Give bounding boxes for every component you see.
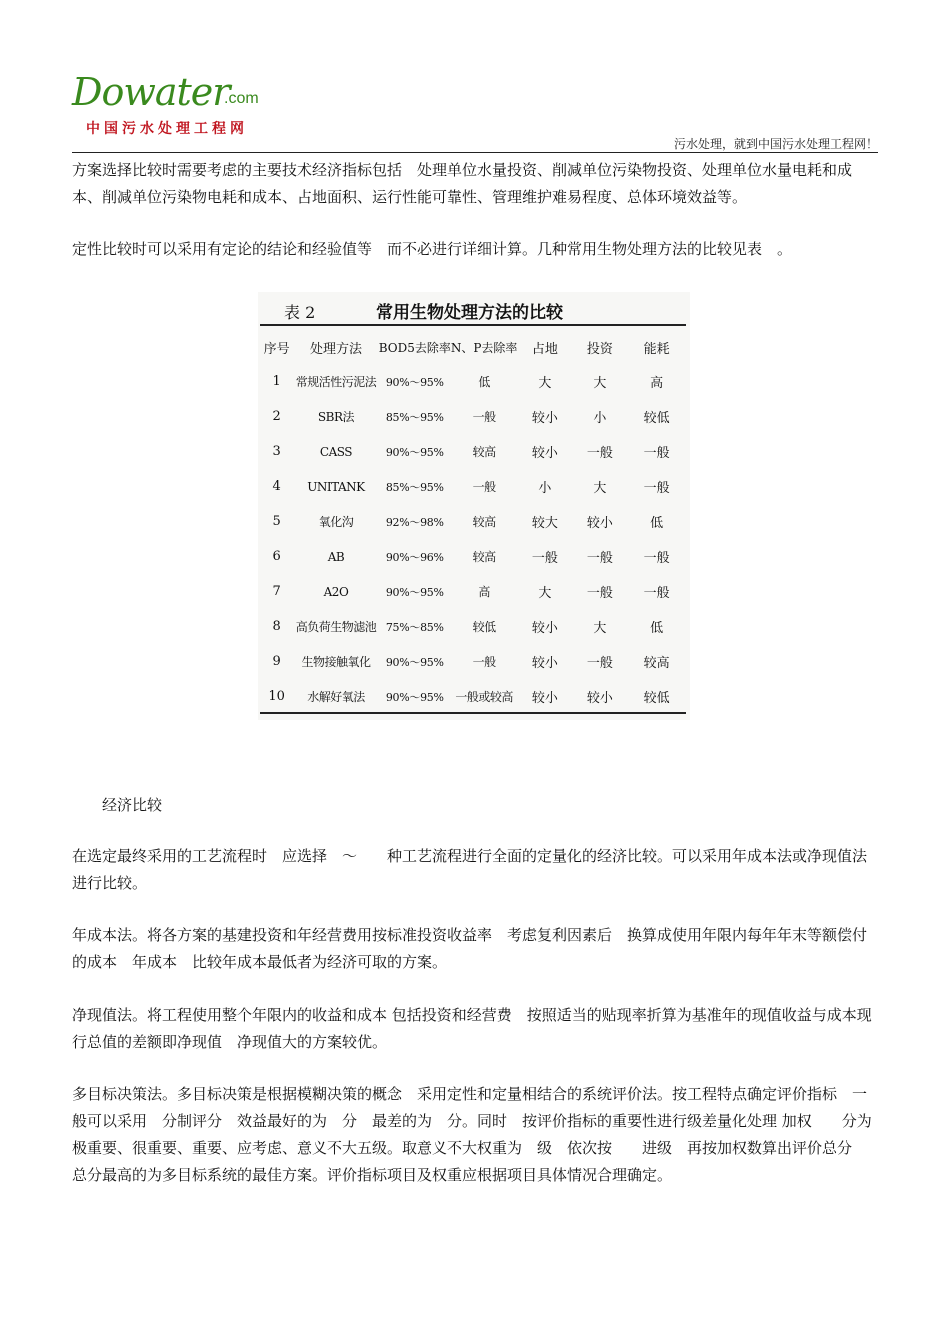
header-tagline: 污水处理，就到中国污水处理工程网！ bbox=[673, 137, 878, 151]
table-cell: 一般 bbox=[643, 551, 670, 566]
table-cell: 90%～95% bbox=[385, 375, 444, 389]
table-cell: 较大 bbox=[531, 516, 558, 531]
table-cell: 较低 bbox=[643, 411, 670, 426]
header-cell: 占地 bbox=[531, 341, 558, 357]
table-cell: 小 bbox=[593, 411, 607, 426]
table-cell: 较低 bbox=[472, 620, 496, 634]
table-cell: 5 bbox=[272, 514, 281, 529]
table-row bbox=[260, 644, 686, 679]
table-row bbox=[260, 609, 686, 644]
table-cell: SBR法 bbox=[317, 410, 354, 424]
table-cell: 大 bbox=[538, 376, 552, 391]
table-cell: 90%～95% bbox=[385, 690, 444, 704]
table-cell: 10 bbox=[268, 689, 285, 704]
header-cell: 处理方法 bbox=[309, 341, 362, 357]
table-row bbox=[260, 539, 686, 574]
section-heading-economic: 经济比较 bbox=[102, 796, 163, 814]
table-cell: 低 bbox=[650, 621, 664, 636]
table-cell: 85%～95% bbox=[385, 480, 444, 494]
table-cell: 较小 bbox=[531, 621, 558, 636]
table-top-rule bbox=[260, 324, 686, 326]
table-cell: 高 bbox=[650, 376, 664, 391]
paragraph-npv: 净现值法。将工程使用整个年限内的收益和成本 包括投资和经营费 按照适当的贴现率折算为基准年的现值收益与成本现行总值的差额即净现值 净现值大的方案较优。 bbox=[72, 1006, 872, 1051]
table-cell: 一般 bbox=[586, 446, 613, 461]
header-cell: BOD5去除率 bbox=[378, 340, 451, 355]
comparison-table bbox=[260, 330, 686, 714]
paragraph-economic-comparison: 在选定最终采用的工艺流程时 应选择 ～ 种工艺流程进行全面的定量化的经济比较。可以采用年成本法或净现值法进行比较。 bbox=[72, 847, 868, 892]
table-cell: 较高 bbox=[472, 445, 496, 459]
table-cell: 较小 bbox=[586, 516, 613, 531]
table-cell: 常规活性污泥法 bbox=[295, 375, 377, 389]
table-cell: 3 bbox=[272, 444, 281, 459]
table-cell: 90%～96% bbox=[385, 550, 444, 564]
paragraph-annual-cost: 年成本法。将各方案的基建投资和年经营费用按标准投资收益率 考虑复利因素后 换算成使用年限内每年年末等额偿付的成本 年成本 比较年成本最低者为经济可取的方案。 bbox=[72, 926, 868, 971]
table-cell: 一般 bbox=[472, 655, 496, 669]
table-cell: 2 bbox=[272, 409, 281, 424]
table-cell: 较小 bbox=[531, 446, 558, 461]
paragraph-qualitative: 定性比较时可以采用有定论的结论和经验值等 而不必进行详细计算。几种常用生物处理方法的比较见表 。 bbox=[72, 240, 793, 258]
table-cell: 氧化沟 bbox=[318, 515, 354, 529]
table-cell: 一般 bbox=[586, 551, 613, 566]
comparison-table-figure bbox=[258, 292, 690, 720]
table-cell: 较小 bbox=[531, 411, 558, 426]
table-header-row bbox=[260, 330, 686, 364]
table-cell: 水解好氧法 bbox=[307, 690, 365, 704]
table-cell: 85%～95% bbox=[385, 410, 444, 424]
table-cell: 90%～95% bbox=[385, 585, 444, 599]
table-row bbox=[260, 434, 686, 469]
header-cell: 序号 bbox=[263, 341, 290, 357]
table-cell: 较低 bbox=[643, 691, 670, 706]
table-cell: 92%～98% bbox=[385, 515, 444, 529]
table-cell: 1 bbox=[272, 374, 281, 389]
table-cell: 小 bbox=[538, 481, 552, 496]
table-cell: 一般 bbox=[586, 656, 613, 671]
table-cell: 一般 bbox=[472, 480, 496, 494]
logo-wordmark: Dowater bbox=[72, 70, 230, 114]
paragraph-indicators: 方案选择比较时需要考虑的主要技术经济指标包括 处理单位水量投资、削减单位污染物投资、处理单位水量电耗和成本、削减单位污染物电耗和成本、占地面积、运行性能可靠性、管理维护难易程度、总体环境效益等。 bbox=[72, 161, 853, 206]
table-cell: 较高 bbox=[472, 515, 496, 529]
table-cell: UNITANK bbox=[307, 479, 365, 494]
header-cell: 投资 bbox=[586, 341, 613, 357]
table-cell: 一般 bbox=[643, 586, 670, 601]
table-cell: 低 bbox=[478, 375, 490, 389]
header-cell: N、P去除率 bbox=[450, 340, 518, 355]
table-row bbox=[260, 364, 686, 399]
table-cell: CASS bbox=[319, 444, 352, 459]
table-cell: 9 bbox=[272, 654, 281, 669]
table-cell: 一般 bbox=[531, 551, 558, 566]
paragraph-multi-objective: 多目标决策法。多目标决策是根据模糊决策的概念 采用定性和定量相结合的系统评价法。按工程特点确定评价指标 一般可以采用 分制评分 效益最好的为 分 最差的为 分。同时 按评价指标的重要性进行级差量化处理 加权 分为极重要、很重要、重要、应考虑、意义不大五级。取意义不大权重为 级 依次按 进级 再按加权数算出评价总分 总分最高的为多目标系统的最佳方案。评价指标项目及权重应根据项目具体情况合理确定。 bbox=[72, 1085, 872, 1184]
table-cell: 75%～85% bbox=[385, 620, 444, 634]
table-cell: 高 bbox=[478, 585, 490, 599]
table-cell: 高负荷生物滤池 bbox=[295, 620, 377, 634]
table-label: 表 2 bbox=[284, 303, 316, 322]
table-cell: 一般 bbox=[643, 481, 670, 496]
table-cell: AB bbox=[327, 549, 345, 564]
table-row bbox=[260, 399, 686, 434]
table-cell: 90%～95% bbox=[385, 445, 444, 459]
table-cell: A2O bbox=[323, 584, 349, 599]
table-row bbox=[260, 504, 686, 539]
table-cell: 4 bbox=[272, 479, 281, 494]
table-cell: 大 bbox=[593, 481, 607, 496]
header-cell: 能耗 bbox=[643, 341, 670, 357]
site-logo[interactable] bbox=[72, 70, 292, 140]
table-cell: 低 bbox=[650, 516, 664, 531]
table-cell: 一般 bbox=[472, 410, 496, 424]
table-cell: 一般 bbox=[586, 586, 613, 601]
table-caption bbox=[258, 292, 690, 328]
table-cell: 较高 bbox=[472, 550, 496, 564]
table-cell: 生物接触氧化 bbox=[301, 655, 371, 669]
logo-subtitle: 中国污水处理工程网 bbox=[86, 121, 248, 137]
table-cell: 一般或较高 bbox=[455, 690, 513, 704]
table-row bbox=[260, 679, 686, 714]
table-cell: 较小 bbox=[586, 691, 613, 706]
table-cell: 大 bbox=[593, 376, 607, 391]
table-cell: 较高 bbox=[643, 656, 670, 671]
table-cell: 90%～95% bbox=[385, 655, 444, 669]
table-cell: 8 bbox=[272, 619, 281, 634]
table-cell: 较小 bbox=[531, 656, 558, 671]
table-bottom-rule bbox=[260, 712, 686, 714]
table-cell: 7 bbox=[272, 584, 281, 599]
header-divider bbox=[72, 152, 878, 153]
table-cell: 大 bbox=[593, 621, 607, 636]
table-cell: 一般 bbox=[643, 446, 670, 461]
logo-domain-suffix: .com bbox=[224, 90, 259, 107]
table-cell: 较小 bbox=[531, 691, 558, 706]
table-title: 常用生物处理方法的比较 bbox=[376, 303, 563, 323]
table-cell: 6 bbox=[272, 549, 281, 564]
table-row bbox=[260, 574, 686, 609]
table-row bbox=[260, 469, 686, 504]
table-cell: 大 bbox=[538, 586, 552, 601]
